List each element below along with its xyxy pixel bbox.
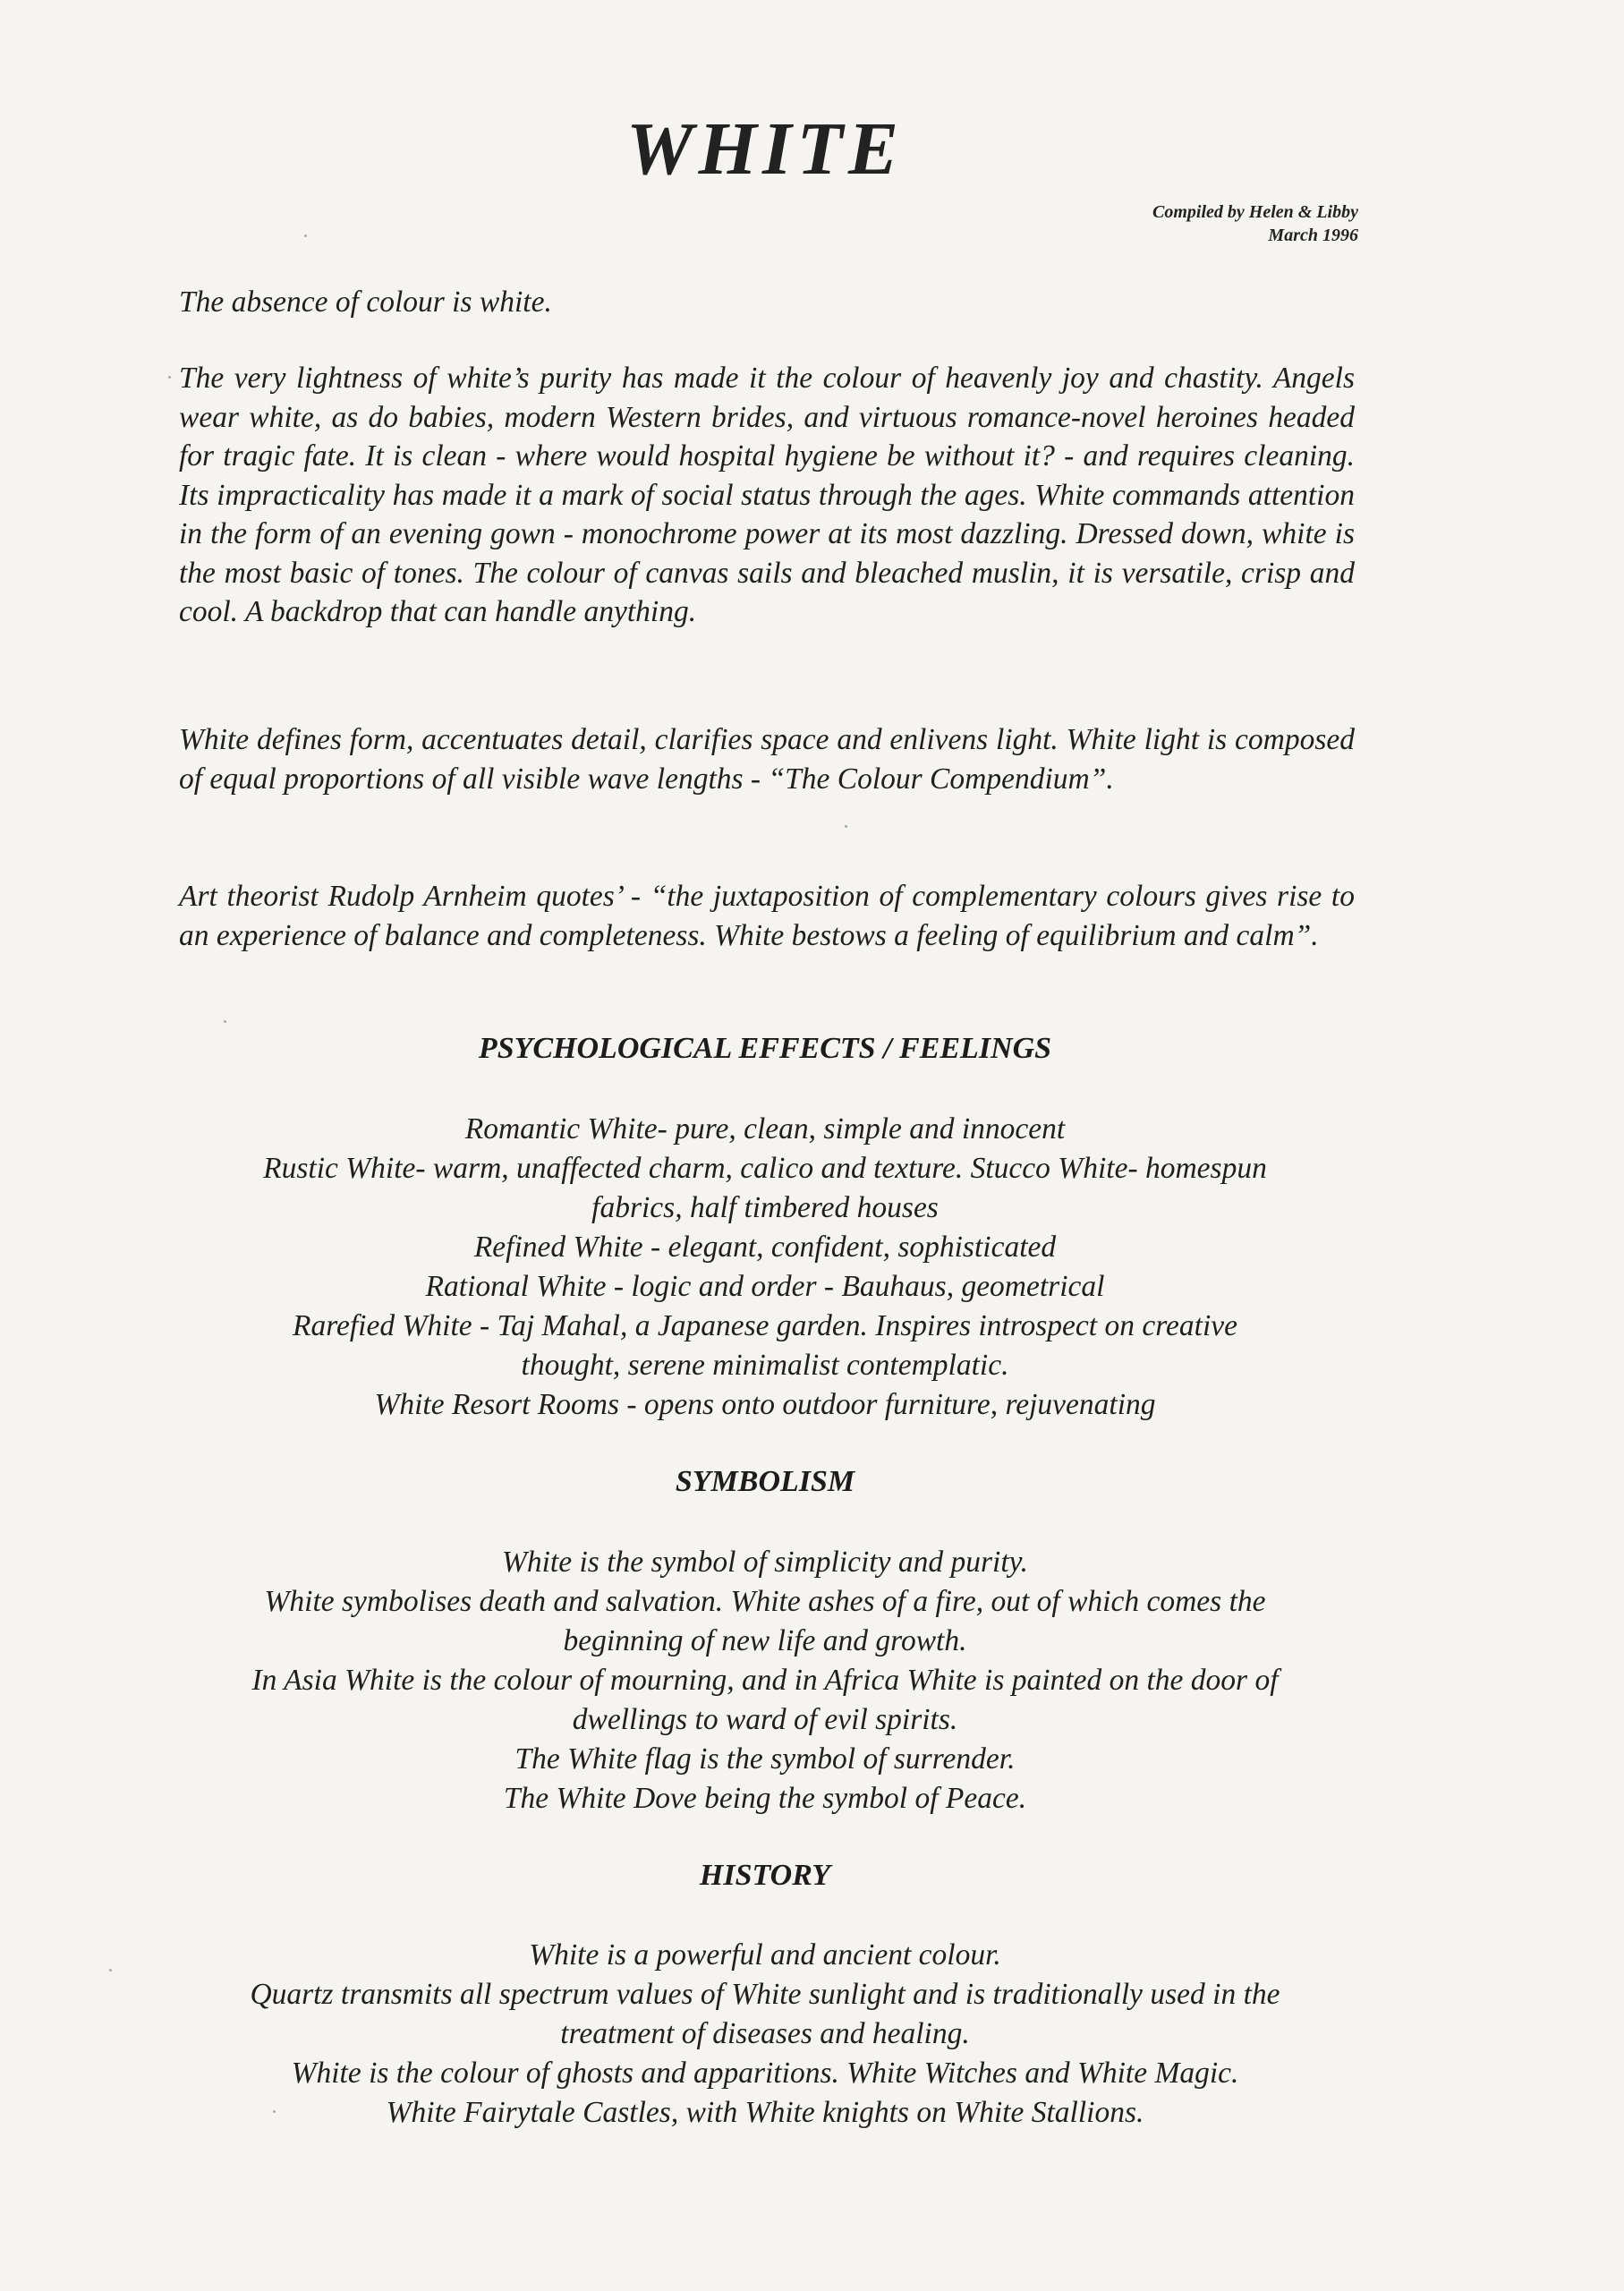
list-item: The White Dove being the symbol of Peace. — [503, 1782, 1027, 1815]
credit-authors: Compiled by Helen & Libby — [1152, 202, 1358, 222]
psychological-effects-list — [170, 1110, 1360, 1425]
list-item: Quartz transmits all spectrum values of White sunlight and is traditionally used in the — [250, 1978, 1280, 2011]
scan-speck — [845, 825, 847, 828]
list-item: White symbolises death and salvation. White ashes of a fire, out of which comes the — [264, 1585, 1266, 1618]
list-item: thought, serene minimalist contemplatic. — [521, 1349, 1009, 1382]
scan-speck — [273, 2110, 276, 2113]
list-item: dwellings to ward of evil spirits. — [572, 1703, 958, 1736]
credit-date: March 1996 — [1268, 226, 1358, 245]
scan-speck — [109, 1969, 112, 1972]
list-item: White is the symbol of simplicity and purity. — [501, 1546, 1029, 1579]
credit-block — [1152, 200, 1358, 247]
list-item: White Resort Rooms - opens onto outdoor furniture, rejuvenating — [374, 1388, 1156, 1421]
list-item: Rarefied White - Taj Mahal, a Japanese garden. Inspires introspect on creative — [293, 1309, 1237, 1342]
list-item: Rustic White- warm, unaffected charm, calico and texture. Stucco White- homespun — [263, 1152, 1267, 1185]
paragraph-form: White defines form, accentuates detail, clarifies space and enlivens light. White light is composed of equal proportions of all visible wave lengths - “The Colour Compendium”. — [179, 723, 1355, 796]
list-item: The White flag is the symbol of surrender. — [514, 1742, 1016, 1776]
list-item: treatment of diseases and healing. — [560, 2017, 970, 2050]
page-title: WHITE — [625, 107, 905, 191]
list-item: Rational White - logic and order - Bauhaus, geometrical — [425, 1270, 1105, 1303]
heading-symbolism: SYMBOLISM — [675, 1465, 855, 1498]
symbolism-list — [170, 1543, 1360, 1818]
list-item: Romantic White- pure, clean, simple and innocent — [464, 1112, 1066, 1146]
list-item: In Asia White is the colour of mourning, and in Africa White is painted on the door of — [251, 1664, 1279, 1697]
list-item: White is a powerful and ancient colour. — [529, 1938, 1001, 1972]
heading-psychological-effects: PSYCHOLOGICAL EFFECTS / FEELINGS — [478, 1032, 1052, 1065]
scan-speck — [304, 234, 307, 237]
list-item: fabrics, half timbered houses — [591, 1191, 939, 1224]
history-list — [170, 1936, 1360, 2133]
paragraph-arnheim: Art theorist Rudolp Arnheim quotes’ - “the juxtaposition of complementary colours gives rise to an experience of balance and completeness. White bestows a feeling of equilibrium and calm”. — [179, 880, 1355, 952]
list-item: White is the colour of ghosts and apparitions. White Witches and White Magic. — [291, 2057, 1239, 2090]
list-item: White Fairytale Castles, with White knights on White Stallions. — [386, 2096, 1144, 2129]
paragraph-purity: The very lightness of white’s purity has made it the colour of heavenly joy and chastity. Angels wear white, as do babies, modern Western brides, and virtuous romance-novel heroines headed for tragic fate. It is clean - where would hospital hygiene be without it? - and requires cleaning. Its impracticality has made it a mark of social status through the ages. White commands attention in the form of an evening gown - monochrome power at its most dazzling. Dressed down, white is the most basic of tones. The colour of canvas sails and bleached muslin, it is versatile, crisp and cool. A backdrop that can handle anything. — [179, 362, 1355, 628]
list-item: beginning of new life and growth. — [563, 1624, 967, 1657]
scan-speck — [224, 1020, 226, 1023]
list-item: Refined White - elegant, confident, sophisticated — [473, 1231, 1057, 1264]
intro-paragraph: The absence of colour is white. — [179, 285, 552, 319]
scan-speck — [168, 376, 171, 379]
heading-history: HISTORY — [699, 1859, 831, 1892]
